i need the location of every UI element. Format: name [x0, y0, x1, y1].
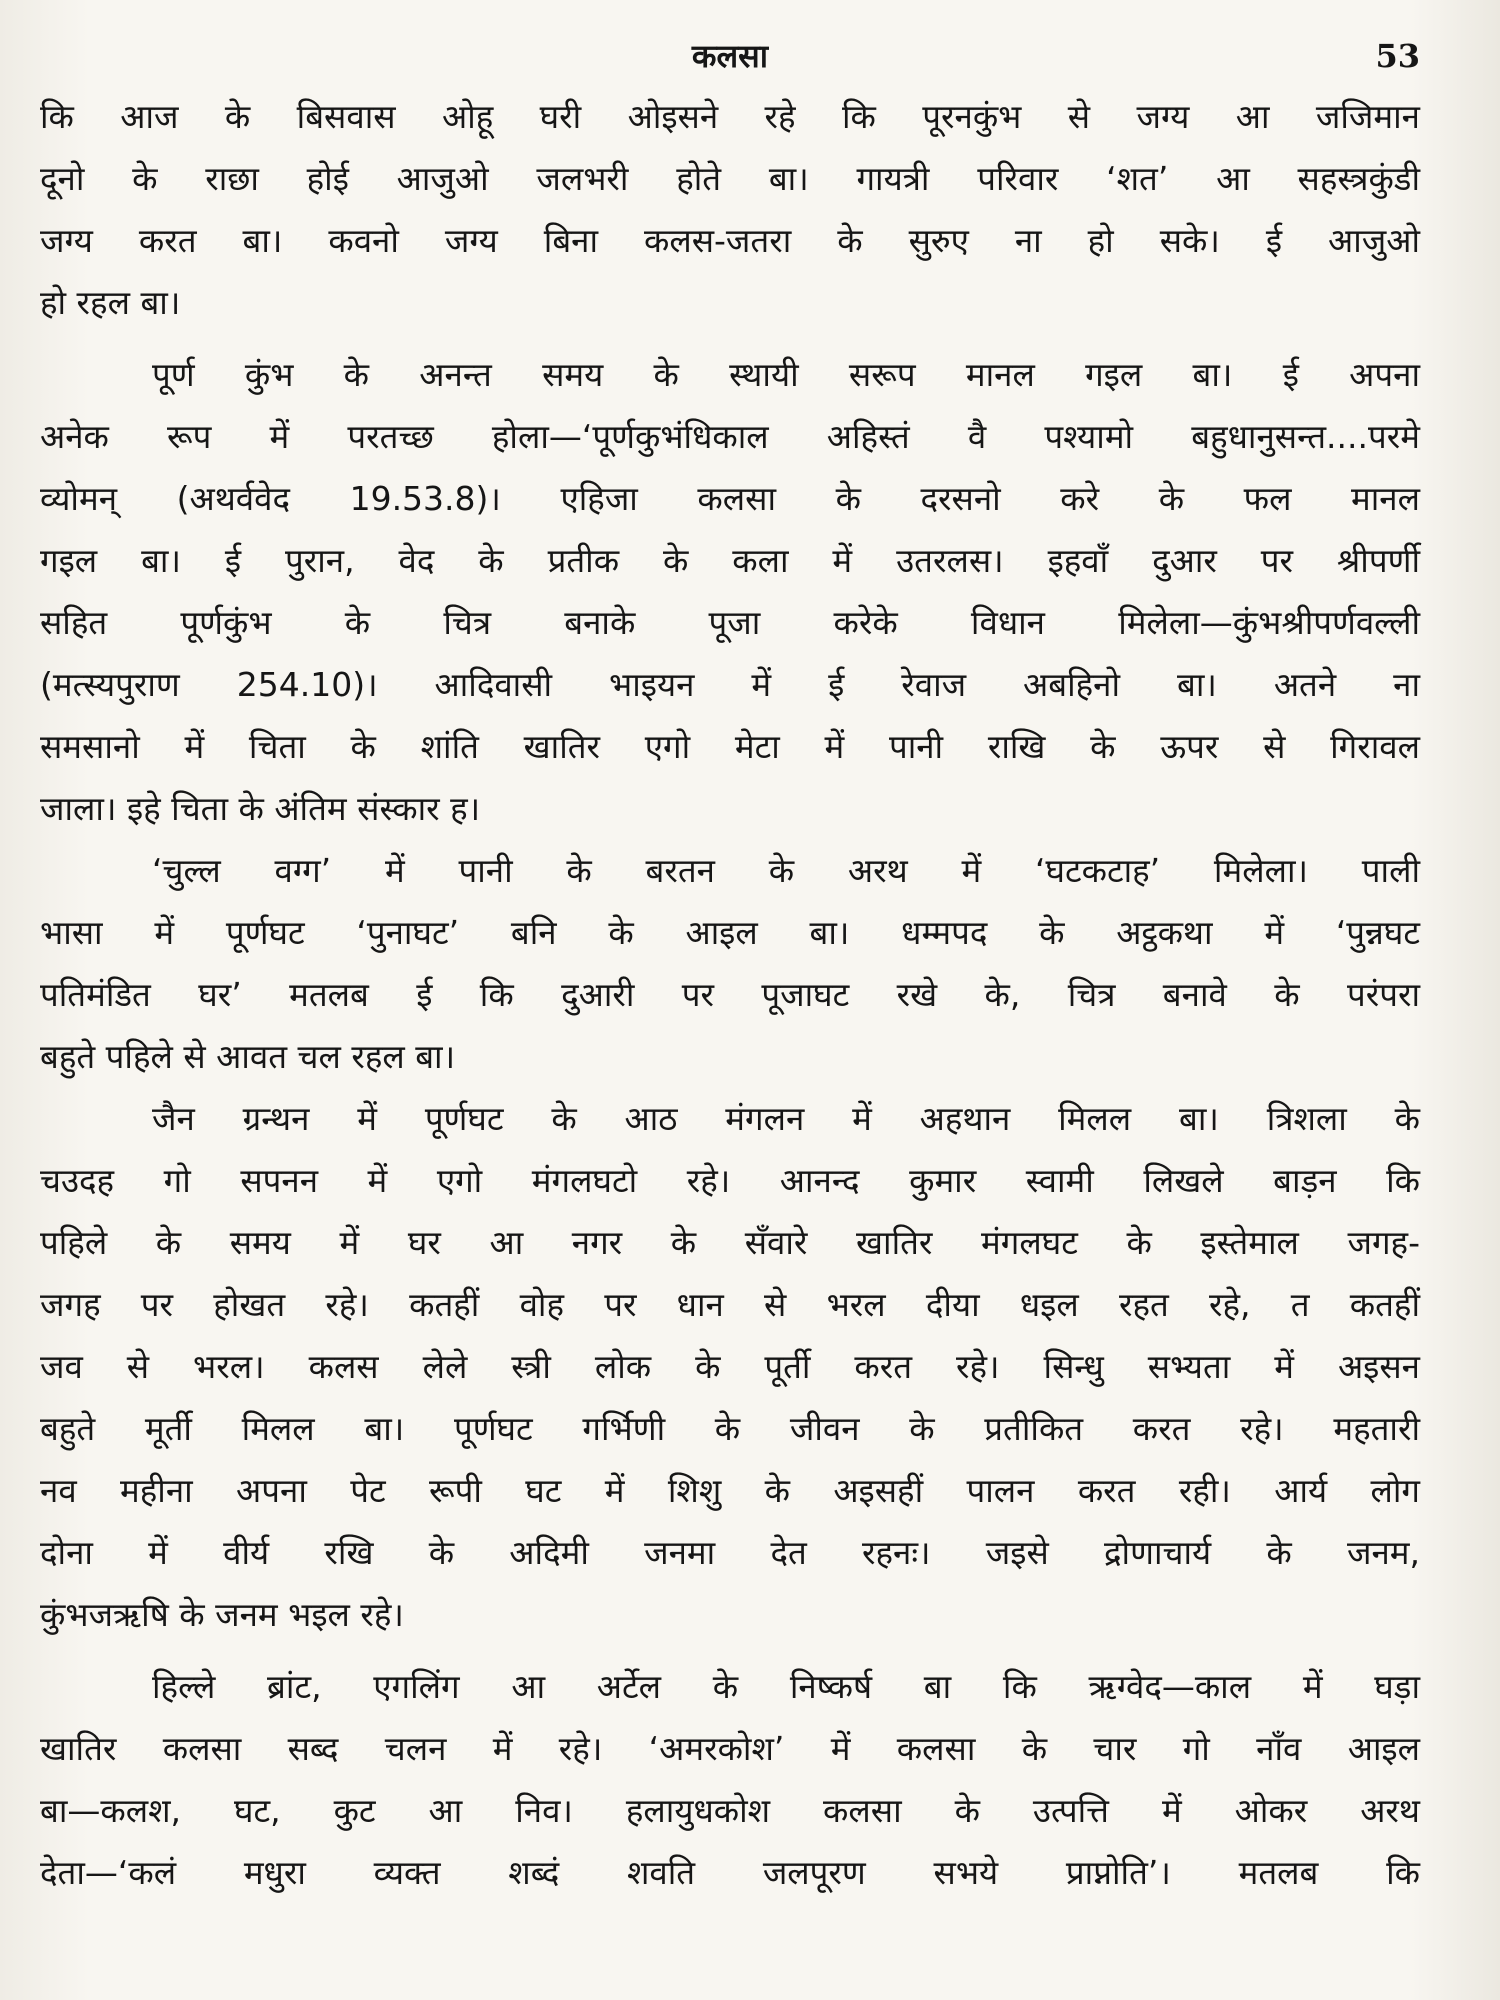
- text-line: जैन ग्रन्थन में पूर्णघट के आठ मंगलन में अहथान मिलल बा। त्रिशला के: [152, 1099, 1420, 1138]
- text-line: बहुते पहिले से आवत चल रहल बा।: [40, 1037, 456, 1076]
- text-line: जगह पर होखत रहे। कतहीं वोह पर धान से भरल दीया धइल रहत रहे, त कतहीं: [40, 1285, 1420, 1324]
- text-line: पतिमंडित घर’ मतलब ई कि दुआरी पर पूजाघट रखे के, चित्र बनावे के परंपरा: [40, 975, 1420, 1014]
- text-line: देता—‘कलं मधुरा व्यक्त शब्दं शवति जलपूरण सभये प्राप्नोति’। मतलब कि: [40, 1853, 1420, 1892]
- text-line: दूनो के राछा होई आजुओ जलभरी होते बा। गायत्री परिवार ‘शत’ आ सहस्त्रकुंडी: [40, 159, 1420, 198]
- text-line: हो रहल बा।: [40, 283, 181, 322]
- text-line: खातिर कलसा सब्द चलन में रहे। ‘अमरकोश’ में कलसा के चार गो नाँव आइल: [40, 1729, 1420, 1768]
- text-line: दोना में वीर्य रखि के अदिमी जनमा देत रहनः। जइसे द्रोणाचार्य के जनम,: [40, 1533, 1420, 1572]
- page-header: [40, 26, 1420, 86]
- text-line: भासा में पूर्णघट ‘पुनाघट’ बनि के आइल बा। धम्मपद के अट्ठकथा में ‘पुन्नघट: [40, 913, 1420, 952]
- paragraph: [40, 86, 1420, 334]
- text-line: गइल बा। ई पुरान, वेद के प्रतीक के कला में उतरलस। इहवाँ दुआर पर श्रीपर्णी: [40, 541, 1420, 580]
- text-line: अनेक रूप में परतच्छ होला—‘पूर्णकुभंधिकाल अहिस्तं वै पश्यामो बहुधानुसन्त....परमे: [40, 417, 1420, 456]
- text-line: पूर्ण कुंभ के अनन्त समय के स्थायी सरूप मानल गइल बा। ई अपना: [152, 355, 1420, 394]
- text-line: व्योमन् (अथर्ववेद 19.53.8)। एहिजा कलसा के दरसनो करे के फल मानल: [40, 479, 1420, 518]
- paragraph: [40, 1088, 1420, 1646]
- text-line: हिल्ले ब्रांट, एगलिंग आ अर्टेल के निष्कर्ष बा कि ऋग्वेद—काल में घड़ा: [152, 1667, 1420, 1706]
- body-text: [40, 86, 1420, 1904]
- text-line: नव महीना अपना पेट रूपी घट में शिशु के अइसहीं पालन करत रही। आर्य लोग: [40, 1471, 1420, 1510]
- text-line: ‘चुल्ल वग्ग’ में पानी के बरतन के अरथ में ‘घटकटाह’ मिलेला। पाली: [152, 851, 1420, 890]
- paragraph: [40, 1656, 1420, 1904]
- running-head: कलसा: [691, 37, 769, 75]
- text-line: सहित पूर्णकुंभ के चित्र बनाके पूजा करेके विधान मिलेला—कुंभश्रीपर्णवल्ली: [40, 603, 1420, 642]
- text-line: चउदह गो सपनन में एगो मंगलघटो रहे। आनन्द कुमार स्वामी लिखले बाड़न कि: [40, 1161, 1420, 1200]
- text-line: पहिले के समय में घर आ नगर के सँवारे खातिर मंगलघट के इस्तेमाल जगह-: [40, 1223, 1420, 1262]
- text-line: जव से भरल। कलस लेले स्त्री लोक के पूर्ती करत रहे। सिन्धु सभ्यता में अइसन: [40, 1347, 1420, 1386]
- text-line: बा—कलश, घट, कुट आ निव। हलायुधकोश कलसा के उत्पत्ति में ओकर अरथ: [40, 1791, 1420, 1830]
- text-line: कि आज के बिसवास ओहू घरी ओइसने रहे कि पूरनकुंभ से जग्य आ जजिमान: [40, 97, 1420, 136]
- text-line: बहुते मूर्ती मिलल बा। पूर्णघट गर्भिणी के जीवन के प्रतीकित करत रहे। महतारी: [40, 1409, 1420, 1448]
- text-line: (मत्स्यपुराण 254.10)। आदिवासी भाइयन में ई रेवाज अबहिनो बा। अतने ना: [40, 665, 1420, 704]
- paragraph: [40, 840, 1420, 1088]
- page-number: 53: [1375, 37, 1420, 75]
- paragraph: [40, 344, 1420, 840]
- text-line: कुंभजऋषि के जनम भइल रहे।: [40, 1595, 404, 1634]
- text-line: समसानो में चिता के शांति खातिर एगो मेटा में पानी राखि के ऊपर से गिरावल: [40, 727, 1420, 766]
- text-line: जग्य करत बा। कवनो जग्य बिना कलस-जतरा के सुरुए ना हो सके। ई आजुओ: [40, 221, 1420, 260]
- text-line: जाला। इहे चिता के अंतिम संस्कार ह।: [40, 789, 481, 828]
